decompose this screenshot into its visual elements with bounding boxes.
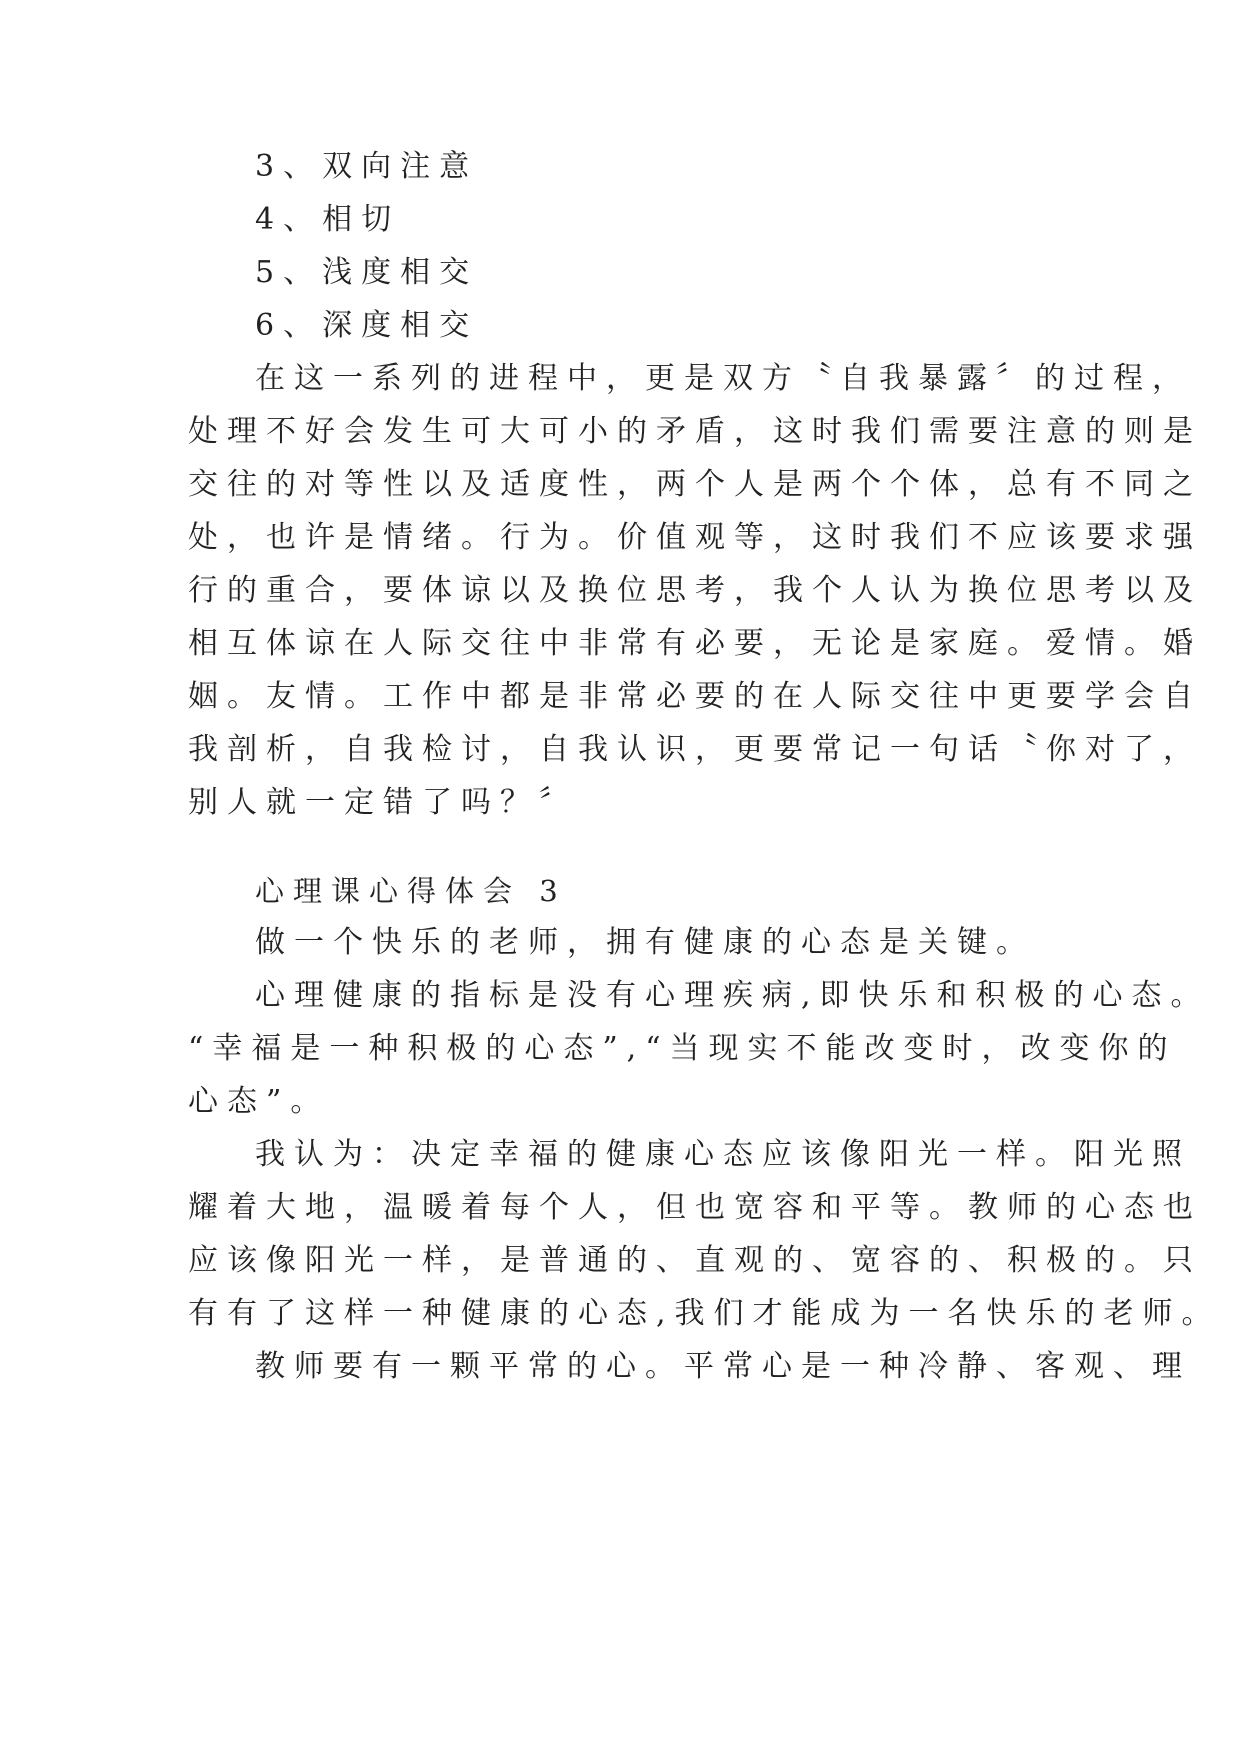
list-item: 3、双向注意 — [255, 149, 479, 184]
paragraph-line: 应该像阳光一样，是普通的、直观的、宽容的、积极的。只 — [188, 1243, 1202, 1278]
paragraph-line: 教师要有一颗平常的心。平常心是一种冷静、客观、理 — [255, 1349, 1191, 1384]
list-item: 4、相切 — [255, 202, 401, 237]
paragraph-line: 我剖析，自我检讨，自我认识，更要常记一句话〝你对了， — [188, 732, 1202, 767]
paragraph-line: 心理健康的指标是没有心理疾病,即快乐和积极的心态。 — [255, 978, 1210, 1013]
list-item: 6、深度相交 — [255, 308, 479, 343]
paragraph-line: 相互体谅在人际交往中非常有必要，无论是家庭。爱情。婚 — [188, 626, 1202, 661]
paragraph-line: 耀着大地，温暖着每个人，但也宽容和平等。教师的心态也 — [188, 1190, 1202, 1225]
paragraph-line: 交往的对等性以及适度性，两个人是两个个体，总有不同之 — [188, 467, 1202, 502]
paragraph-line: 处，也许是情绪。行为。价值观等，这时我们不应该要求强 — [188, 520, 1202, 555]
section-heading: 心理课心得体会 3 — [255, 874, 567, 908]
paragraph-line: 别人就一定错了吗？〞 — [188, 785, 578, 820]
paragraph-line: 我认为：决定幸福的健康心态应该像阳光一样。阳光照 — [255, 1137, 1191, 1172]
paragraph-line: 在这一系列的进程中，更是双方〝自我暴露〞的过程， — [255, 361, 1191, 396]
paragraph-line: “幸福是一种积极的心态”,“当现实不能改变时，改变你的 — [188, 1031, 1177, 1066]
list-item: 5、浅度相交 — [255, 255, 479, 290]
paragraph-line: 处理不好会发生可大可小的矛盾，这时我们需要注意的则是 — [188, 414, 1202, 449]
paragraph-line: 姻。友情。工作中都是非常必要的在人际交往中更要学会自 — [188, 679, 1202, 714]
paragraph-line: 做一个快乐的老师，拥有健康的心态是关键。 — [255, 925, 1035, 960]
paragraph-line: 有有了这样一种健康的心态,我们才能成为一名快乐的老师。 — [188, 1296, 1221, 1331]
paragraph-line: 心态”。 — [188, 1084, 330, 1119]
paragraph-line: 行的重合，要体谅以及换位思考，我个人认为换位思考以及 — [188, 573, 1202, 608]
